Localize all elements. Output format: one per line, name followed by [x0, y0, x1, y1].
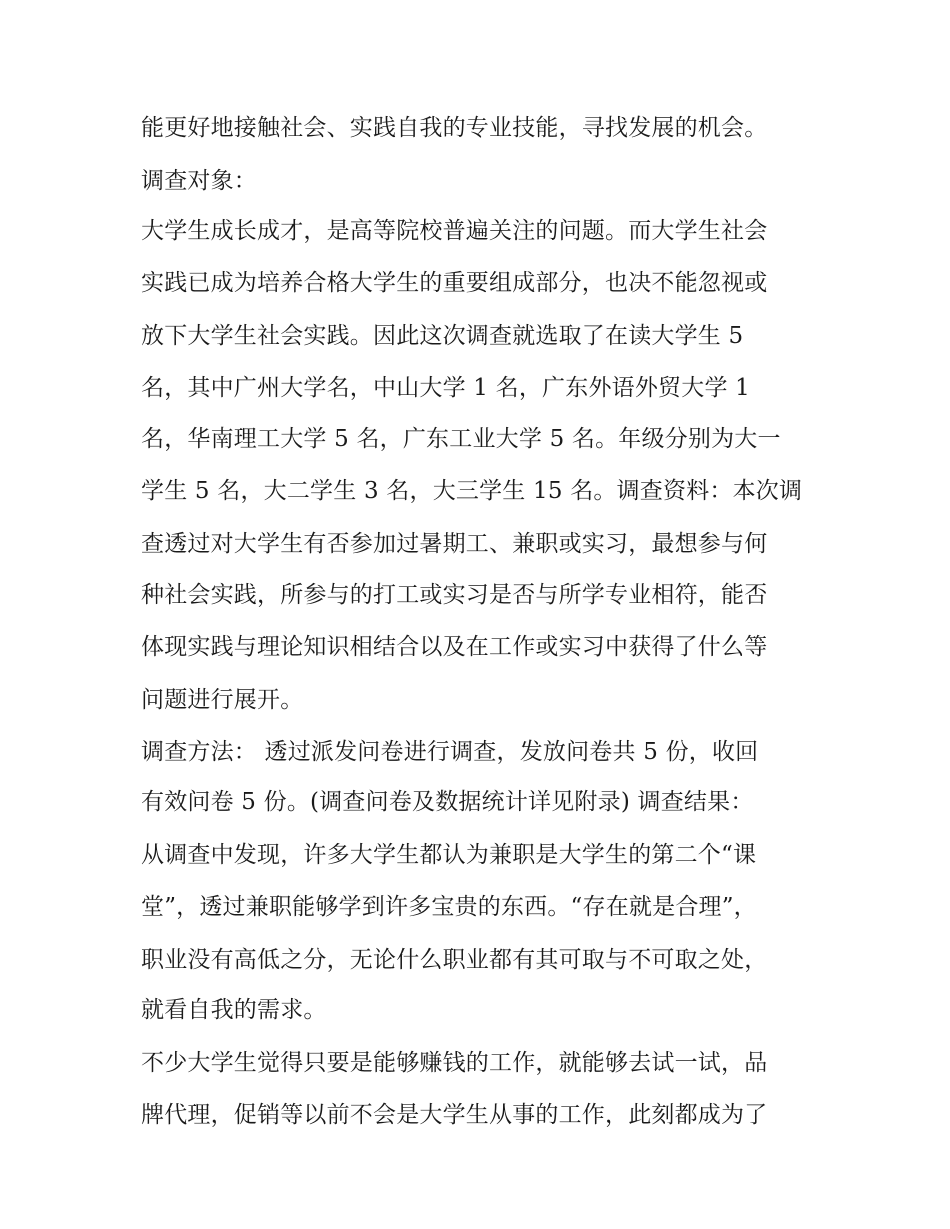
text-line: 从调查中发现，许多大学生都认为兼职是大学生的第二个“课: [141, 842, 757, 868]
text-line: 学生 5 名，大二学生 3 名，大三学生 15 名。调查资料：本次调: [141, 478, 803, 504]
text-line: 查透过对大学生有否参加过暑期工、兼职或实习，最想参与何: [141, 531, 768, 557]
text-line: 种社会实践，所参与的打工或实习是否与所学专业相符，能否: [141, 582, 768, 608]
text-line: 不少大学生觉得只要是能够赚钱的工作，就能够去试一试，品: [141, 1050, 768, 1076]
text-line: 职业没有高低之分，无论什么职业都有其可取与不可取之处，: [141, 947, 768, 973]
text-line: 牌代理，促销等以前不会是大学生从事的工作，此刻都成为了: [141, 1102, 768, 1128]
text-line: 就看自我的需求。: [141, 997, 327, 1023]
text-line: 有效问卷 5 份。(调查问卷及数据统计详见附录) 调查结果：: [141, 789, 754, 815]
text-line: 调查对象：: [141, 168, 257, 194]
text-line: 堂”，透过兼职能够学到许多宝贵的东西。“存在就是合理”，: [141, 894, 757, 920]
text-line: 名，其中广州大学名，中山大学 1 名，广东外语外贸大学 1: [141, 375, 750, 401]
text-line: 问题进行展开。: [141, 687, 304, 713]
text-line: 调查方法： 透过派发问卷进行调查，发放问卷共 5 份，收回: [141, 739, 759, 765]
text-line: 大学生成长成才，是高等院校普遍关注的问题。而大学生社会: [141, 218, 768, 244]
text-line: 放下大学生社会实践。因此这次调查就选取了在读大学生 5: [141, 323, 744, 349]
text-line: 名，华南理工大学 5 名，广东工业大学 5 名。年级分别为大一: [141, 426, 781, 452]
text-line: 体现实践与理论知识相结合以及在工作或实习中获得了什么等: [141, 634, 768, 660]
text-line: 实践已成为培养合格大学生的重要组成部分，也决不能忽视或: [141, 270, 768, 296]
text-line: 能更好地接触社会、实践自我的专业技能，寻找发展的机会。: [141, 115, 768, 141]
